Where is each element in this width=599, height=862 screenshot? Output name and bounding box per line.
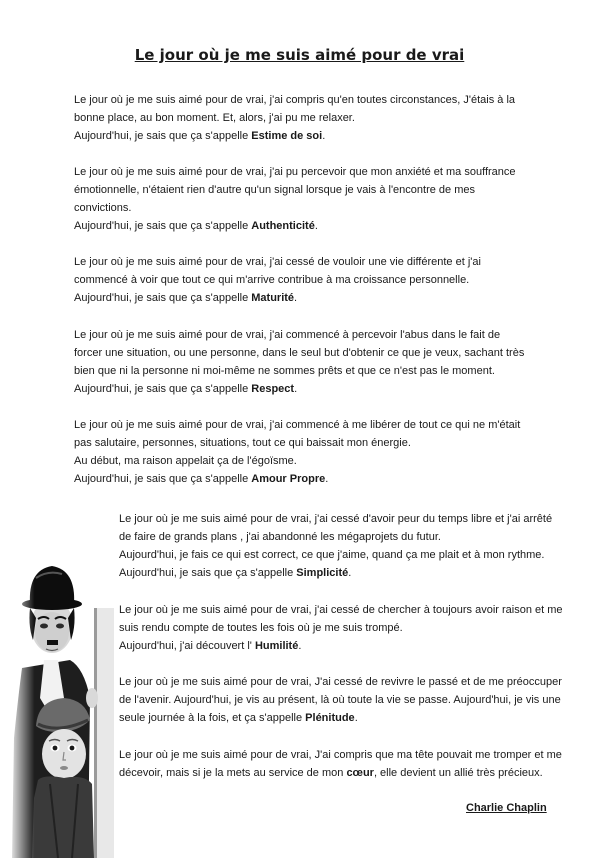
paragraph-respect bbox=[74, 326, 524, 398]
closing-suffix: . bbox=[314, 220, 318, 232]
paragraph-line: Le jour où je me suis aimé pour de vrai, j'ai compris qu'en toutes circonstances, J'étais à la bbox=[74, 94, 516, 106]
paragraph-line: Le jour où je me suis aimé pour de vrai, j'ai commencé à percevoir l'abus dans le fait de bbox=[74, 329, 501, 341]
paragraph-line: Aujourd'hui, je fais ce qui est correct, ce que j'aime, quand ça me plait et à mon rythme. bbox=[119, 549, 545, 561]
paragraph-closing bbox=[74, 470, 520, 488]
paragraph-line: de faire de grands plans , j'ai abandonné les mégaprojets du futur. bbox=[119, 531, 441, 543]
keyword: Authenticité bbox=[251, 220, 315, 232]
closing-suffix: . bbox=[322, 130, 326, 142]
paragraph-line: Le jour où je me suis aimé pour de vrai, j'ai cessé de vouloir une vie différente et j'ai bbox=[74, 256, 481, 268]
closing-suffix: . bbox=[294, 292, 298, 304]
closing-prefix: Aujourd'hui, je sais que ça s'appelle bbox=[74, 220, 252, 232]
paragraph-line: bien que ni la personne ni moi-même ne sommes prêts et que ce n'est pas le moment. bbox=[74, 365, 495, 377]
closing-prefix: décevoir, mais si je la mets au service de mon bbox=[119, 767, 347, 779]
chaplin-photo bbox=[8, 548, 114, 858]
paragraph-closing bbox=[119, 564, 552, 582]
keyword: Maturité bbox=[251, 292, 295, 304]
closing-prefix: Aujourd'hui, je sais que ça s'appelle bbox=[119, 567, 297, 579]
paragraph-line: Le jour où je me suis aimé pour de vrai, j'ai cessé de chercher à toujours avoir raison et me bbox=[119, 604, 563, 616]
paragraph-coeur bbox=[119, 746, 562, 782]
keyword: Simplicité bbox=[296, 567, 349, 579]
closing-suffix: . bbox=[354, 712, 358, 724]
paragraph-closing bbox=[74, 380, 524, 398]
paragraph-line: bonne place, au bon moment. Et, alors, j'ai pu me relaxer. bbox=[74, 112, 355, 124]
paragraph-line: Le jour où je me suis aimé pour de vrai, j'ai commencé à me libérer de tout ce qui ne m'était bbox=[74, 419, 521, 431]
paragraph-line: commencé à voir que tout ce qui m'arrive contribue à ma croissance personnelle. bbox=[74, 274, 470, 286]
paragraph-line: Le jour où je me suis aimé pour de vrai, J'ai compris que ma tête pouvait me tromper et me bbox=[119, 749, 562, 761]
paragraph-line: Le jour où je me suis aimé pour de vrai, j'ai pu percevoir que mon anxiété et ma souffrance bbox=[74, 166, 516, 178]
closing-prefix: Aujourd'hui, j'ai découvert l' bbox=[119, 640, 255, 652]
keyword: Estime de soi bbox=[251, 130, 323, 142]
paragraph-line: Au début, ma raison appelait ça de l'égoïsme. bbox=[74, 455, 297, 467]
paragraph-line: Le jour où je me suis aimé pour de vrai, J'ai cessé de revivre le passé et de me préoccuper bbox=[119, 676, 562, 688]
closing-prefix: Aujourd'hui, je sais que ça s'appelle bbox=[74, 130, 252, 142]
closing-suffix: . bbox=[348, 567, 352, 579]
closing-suffix: . bbox=[298, 640, 302, 652]
paragraph-line: forcer une situation, ou une personne, dans le seul but d'obtenir ce que je veux, sachant très bbox=[74, 347, 525, 359]
paragraph-line: de l'avenir. Aujourd'hui, je vis au présent, là où toute la vie se passe. Aujourd'hui, je vis une bbox=[119, 694, 561, 706]
page-title: Le jour où je me suis aimé pour de vrai bbox=[134, 46, 465, 64]
paragraph-closing bbox=[119, 764, 562, 782]
paragraph-plenitude bbox=[119, 673, 562, 727]
paragraph-closing bbox=[119, 709, 562, 727]
closing-prefix: Aujourd'hui, je sais que ça s'appelle bbox=[74, 292, 252, 304]
closing-suffix: . bbox=[294, 383, 298, 395]
signature: Charlie Chaplin bbox=[466, 802, 547, 814]
keyword: Humilité bbox=[254, 640, 299, 652]
keyword: Plénitude bbox=[305, 712, 355, 724]
keyword: Respect bbox=[251, 383, 295, 395]
closing-prefix: Aujourd'hui, je sais que ça s'appelle bbox=[74, 473, 252, 485]
paragraph-estime-de-soi bbox=[74, 91, 515, 145]
paragraph-line: Le jour où je me suis aimé pour de vrai, j'ai cessé d'avoir peur du temps libre et j'ai arrêté bbox=[119, 513, 553, 525]
paragraph-line: suis rendu compte de toutes les fois où je me suis trompé. bbox=[119, 622, 403, 634]
paragraph-line: convictions. bbox=[74, 202, 132, 214]
paragraph-closing bbox=[74, 217, 516, 235]
closing-prefix: seule journée à la fois, et ça s'appelle bbox=[119, 712, 306, 724]
keyword: Amour Propre bbox=[251, 473, 326, 485]
paragraph-maturite bbox=[74, 253, 481, 307]
closing-suffix: , elle devient un allié très précieux. bbox=[373, 767, 543, 779]
closing-prefix: Aujourd'hui, je sais que ça s'appelle bbox=[74, 383, 252, 395]
paragraph-humilite bbox=[119, 601, 563, 655]
paragraph-simplicite bbox=[119, 510, 552, 582]
paragraph-authenticite bbox=[74, 163, 516, 235]
paragraph-closing bbox=[74, 289, 481, 307]
paragraph-closing bbox=[74, 127, 515, 145]
paragraph-line: pas salutaire, personnes, situations, tout ce qui baissait mon énergie. bbox=[74, 437, 411, 449]
paragraph-line: émotionnelle, n'étaient rien d'autre qu'un signal lorsque je vais à l'encontre de mes bbox=[74, 184, 475, 196]
paragraph-closing bbox=[119, 637, 563, 655]
keyword: cœur bbox=[346, 767, 374, 779]
closing-suffix: . bbox=[325, 473, 329, 485]
paragraph-amour-propre bbox=[74, 416, 520, 488]
